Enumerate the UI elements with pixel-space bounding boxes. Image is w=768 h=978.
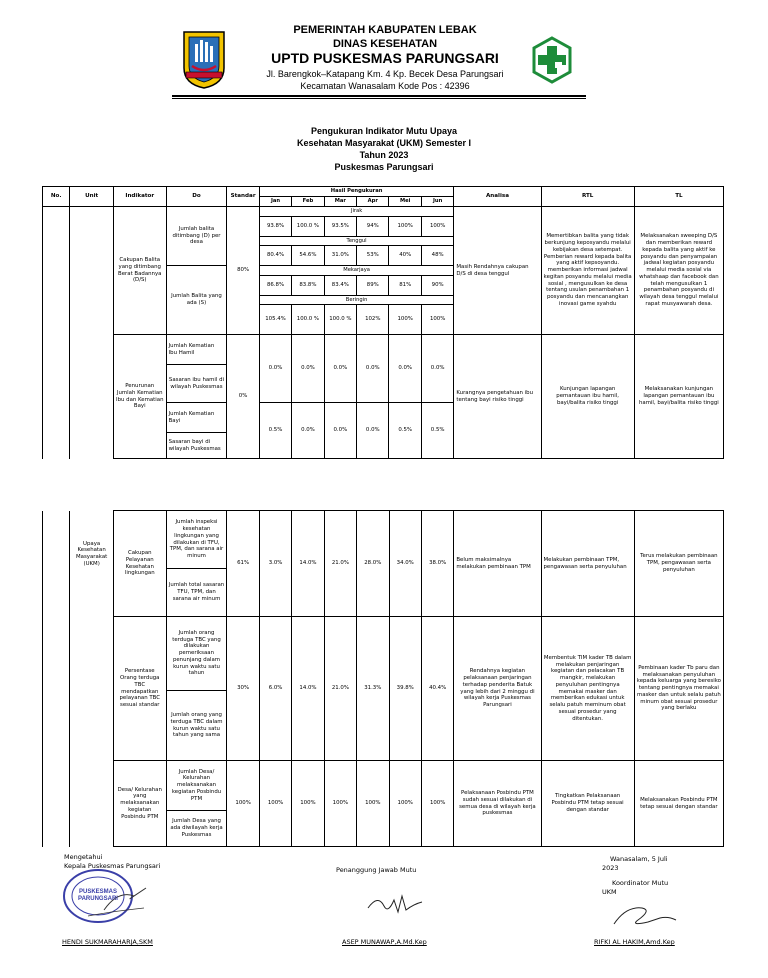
value-cell: 93.8%: [259, 216, 291, 236]
rtl-tbc: Membentuk TIM kader TB dalam melakukan penjaringan kegiatan dan pelacakan TB mangkir, melakukan penyuluhan pentingnya memakai masker dan memberikan edukasi untuk selalu patuh meminum obat sesuai prosedur yang ditentukan.: [541, 617, 634, 761]
stamp-text: [78, 889, 118, 902]
value-cell: 54.6%: [292, 246, 324, 266]
indikator-tbc: Persentase Orang terduga TBC mendapatkan pelayanan TBC sesuai standar: [113, 617, 166, 761]
do-kematian-ibu: Jumlah Kematian Ibu Hamil: [166, 335, 227, 365]
tl-kematian: Melaksanakan kunjungan lapangan pemantauan ibu hamil, bayi/balita risiko tinggi: [634, 335, 723, 459]
do-ds-denominator: Jumlah Balita yang ada (S): [166, 266, 227, 335]
letterhead-rule: [172, 95, 586, 97]
value-cell: 100%: [421, 305, 454, 335]
value-cell: 34.0%: [389, 511, 421, 617]
value-cell: 86.8%: [259, 275, 291, 295]
indikator-posbindu: Desa/ Kelurahan yang melaksanakan kegiatan Posbindu PTM: [113, 761, 166, 847]
letterhead-line-1: PEMERINTAH KABUPATEN LEBAK: [293, 24, 477, 36]
letterhead-line-2: DINAS KESEHATAN: [332, 38, 438, 50]
value-cell: 0.0%: [259, 335, 291, 403]
value-cell: 94%: [357, 216, 389, 236]
sign-right-name: RIFKI AL HAKIM,Amd.Kep: [594, 938, 675, 946]
value-cell: 38.0%: [421, 511, 453, 617]
rtl-posbindu: Tingkatkan Pelaksanaan Posbindu PTM tetap sesuai dengan standar: [541, 761, 634, 847]
do-tbc-denominator: Jumlah orang yang terduga TBC dalam kurun waktu satu tahun yang sama: [166, 691, 227, 761]
analisa-ds: Masih Rendahnya cakupan D/S di desa tenggul: [454, 207, 541, 335]
sign-right-label-1: Koordinator Mutu: [612, 879, 669, 887]
standar-posbindu: 100%: [227, 761, 259, 847]
col-standar: Standar: [227, 187, 259, 207]
value-cell: 0.5%: [421, 403, 454, 459]
cell-no: [43, 511, 70, 847]
col-rtl: RTL: [541, 187, 634, 207]
village-name: Mekarjaya: [259, 266, 454, 276]
do-kesling-numerator: Jumlah inspeksi kesehatan lingkungan yang dilakukan di TFU, TPM, dan sarana air minum: [166, 511, 227, 569]
value-cell: 100.0 %: [292, 305, 324, 335]
indikator-ds: Cakupan Balita yang ditimbang Berat Badannya (D/S): [113, 207, 166, 335]
letterhead-address-2: Kecamatan Wanasalam Kode Pos : 42396: [300, 81, 470, 91]
indicator-table-page1: [42, 186, 724, 459]
sign-right-label-2: UKM: [602, 888, 617, 896]
unit-ukm: Upaya Kesehatan Masyarakat (UKM): [70, 511, 114, 847]
stamp-text-line: PUSKESMAS: [78, 889, 117, 895]
lebak-regency-logo: [180, 28, 228, 90]
do-kesling-denominator: Jumlah total sasaran TFU, TPM, dan sarana air minum: [166, 569, 227, 617]
value-cell: 100%: [357, 761, 389, 847]
stamp-text-line: PARUNGSARI: [78, 895, 118, 902]
value-cell: 53%: [357, 246, 389, 266]
letterhead-address-1: Jl. Barengkok–Katapang Km. 4 Kp. Becek Desa Parungsari: [266, 69, 504, 79]
puskesmas-logo: [530, 36, 574, 84]
col-indikator: Indikator: [113, 187, 166, 207]
tl-ds: Melaksanakan sweeping D/S dan memberikan reward kepada balita yang aktif ke posyandu dan penyampaian jadwal kegiatan posyandu melalui media sosial via whatshaap dan facebook dan telah mengusulkan 1 penambahan posyandu di wilayah desa tenggul melalui rapat musyawarah desa.: [634, 207, 723, 335]
sign-left-label-2: Kepala Puskesmas Parungsari: [64, 862, 161, 870]
value-cell: 81%: [389, 275, 421, 295]
value-cell: 89%: [357, 275, 389, 295]
sign-mid-label: Penanggung Jawab Mutu: [336, 866, 417, 874]
analisa-posbindu: Pelaksanaan Posbindu PTM sudah sesuai dilakukan di semua desa di wilayah kerja puskesmas: [454, 761, 541, 847]
value-cell: 39.8%: [389, 617, 421, 761]
value-cell: 0.5%: [389, 403, 421, 459]
value-cell: 0.0%: [324, 403, 356, 459]
rtl-ds: Memertibkan balita yang tidak berkunjung keposyandu melalui kebijakan desa setempat. Pemberian reward kepada balita yang aktif kepsoyandu. memberikan informasi jadwal kegitan posyandu melalui media sosial , mengusulkan ke desa tentang usulan penambahan 1 posyandu dan mencanangkan inovasi game syahdu: [541, 207, 634, 335]
indikator-kematian: Penurunan Jumlah Kematian Ibu dan Kematian Bayi: [113, 335, 166, 459]
value-cell: 31.3%: [357, 617, 389, 761]
value-cell: 0.0%: [389, 335, 421, 403]
tl-kesling: Terus melakukan pembinaan TPM, pengawasan serta penyuluhan: [634, 511, 723, 617]
col-month: Mei: [389, 197, 421, 207]
value-cell: 14.0%: [292, 511, 324, 617]
do-sasaran-ibu: Sasaran ibu hamil di wilayah Puskesmas: [166, 365, 227, 403]
value-cell: 100%: [389, 216, 421, 236]
tl-tbc: Pembinaan kader Tb paru dan melaksanakan penyuluhan kepada keluarga yang beresiko tentang pentingnya memakai masker dan untuk selalu patuh minum obat sesuai prosedur yang berlaku: [634, 617, 723, 761]
value-cell: 0.0%: [292, 335, 324, 403]
report-title-1: Pengukuran Indikator Mutu Upaya: [310, 126, 458, 136]
standar-tbc: 30%: [227, 617, 259, 761]
value-cell: 21.0%: [324, 617, 356, 761]
value-cell: 0.0%: [292, 403, 324, 459]
value-cell: 40%: [389, 246, 421, 266]
village-name: Jirak: [259, 207, 454, 217]
value-cell: 40.4%: [421, 617, 453, 761]
sign-left-label-1: Mengetahui: [64, 853, 103, 861]
value-cell: 48%: [421, 246, 454, 266]
col-month: Apr: [357, 197, 389, 207]
analisa-kesling: Belum maksimalnya melakukan pembinaan TPM: [454, 511, 541, 617]
value-cell: 100%: [324, 761, 356, 847]
do-tbc-numerator: Jumlah orang terduga TBC yang dilakukan pemeriksaan penunjang dalam kurun waktu satu tahun: [166, 617, 227, 691]
value-cell: 6.0%: [259, 617, 291, 761]
do-posbindu-denominator: Jumlah Desa yang ada diwilayah kerja Puskesmas: [166, 811, 227, 847]
value-cell: 0.5%: [259, 403, 291, 459]
village-name: Beringin: [259, 295, 454, 305]
rtl-kesling: Melakukan pembinaan TPM, pengawasan serta penyuluhan: [541, 511, 634, 617]
analisa-kematian: Kurangnya pengetahuan ibu tentang bayi risiko tinggi: [454, 335, 541, 459]
report-title-4: Puskesmas Parungsari: [334, 162, 434, 172]
value-cell: 83.8%: [292, 275, 324, 295]
sign-right-date-2: 2023: [602, 864, 619, 872]
signature-mid: [364, 890, 424, 918]
do-posbindu-numerator: Jumlah Desa/ Kelurahan melaksanakan kegiatan Posbindu PTM: [166, 761, 227, 811]
value-cell: 93.5%: [324, 216, 356, 236]
analisa-tbc: Rendahnya kegiatan pelaksanaan penjaringan terhadap penderita Batuk yang lebih dari 2 minggu di wilayah kerja Puskesmas Parungsari: [454, 617, 541, 761]
letterhead-rule-thin: [172, 98, 586, 99]
col-no: No.: [43, 187, 70, 207]
indicator-table-page2: [42, 510, 724, 847]
value-cell: 90%: [421, 275, 454, 295]
standar-kesling: 61%: [227, 511, 259, 617]
cell-no: [43, 207, 70, 459]
col-tl: TL: [634, 187, 723, 207]
signature-right: [608, 900, 680, 930]
do-sasaran-bayi: Sasaran bayi di wilayah Puskesmas: [166, 433, 227, 459]
value-cell: 100%: [292, 761, 324, 847]
value-cell: 14.0%: [292, 617, 324, 761]
value-cell: 100%: [421, 761, 453, 847]
standar-kematian: 0%: [227, 335, 259, 459]
value-cell: 100.0 %: [292, 216, 324, 236]
value-cell: 100.0 %: [324, 305, 356, 335]
value-cell: 105.4%: [259, 305, 291, 335]
rtl-kematian: Kunjungan lapangan pemantauan ibu hamil, bayi/balita risiko tinggi: [541, 335, 634, 459]
do-kematian-bayi: Jumlah Kematian Bayi: [166, 403, 227, 433]
letterhead-line-3: UPTD PUSKESMAS PARUNGSARI: [271, 50, 499, 66]
col-month: Feb: [292, 197, 324, 207]
value-cell: 100%: [389, 305, 421, 335]
report-title-3: Tahun 2023: [359, 150, 409, 160]
indikator-kesling: Cakupan Pelayanan Kesehatan lingkungan: [113, 511, 166, 617]
value-cell: 21.0%: [324, 511, 356, 617]
value-cell: 0.0%: [421, 335, 454, 403]
cell-unit: [70, 207, 114, 459]
value-cell: 0.0%: [357, 403, 389, 459]
col-analisa: Analisa: [454, 187, 541, 207]
col-hasil: Hasil Pengukuran: [259, 187, 454, 197]
sign-mid-name: ASEP MUNAWAP,A.Md.Kep: [342, 938, 427, 946]
value-cell: 0.0%: [324, 335, 356, 403]
standar-ds: 80%: [227, 207, 259, 335]
value-cell: 100%: [259, 761, 291, 847]
value-cell: 102%: [357, 305, 389, 335]
col-month: Jun: [421, 197, 454, 207]
value-cell: 100%: [421, 216, 454, 236]
value-cell: 28.0%: [357, 511, 389, 617]
value-cell: 80.4%: [259, 246, 291, 266]
col-month: Mar: [324, 197, 356, 207]
value-cell: 0.0%: [357, 335, 389, 403]
value-cell: 31.0%: [324, 246, 356, 266]
tl-posbindu: Melaksanakan Posbindu PTM tetap sesuai dengan standar: [634, 761, 723, 847]
sign-left-name: HENDI SUKMARAHARJA,SKM: [62, 938, 153, 946]
value-cell: 100%: [389, 761, 421, 847]
col-month: Jan: [259, 197, 291, 207]
col-unit: Unit: [70, 187, 114, 207]
village-name: Tenggul: [259, 236, 454, 246]
report-title-2: Kesehatan Masyarakat (UKM) Semester I: [296, 138, 472, 148]
value-cell: 3.0%: [259, 511, 291, 617]
value-cell: 83.4%: [324, 275, 356, 295]
col-do: Do: [166, 187, 227, 207]
do-ds-numerator: Jumlah balita ditimbang (D) per desa: [166, 207, 227, 266]
sign-right-date-1: Wanasalam, 5 Juli: [610, 855, 668, 863]
